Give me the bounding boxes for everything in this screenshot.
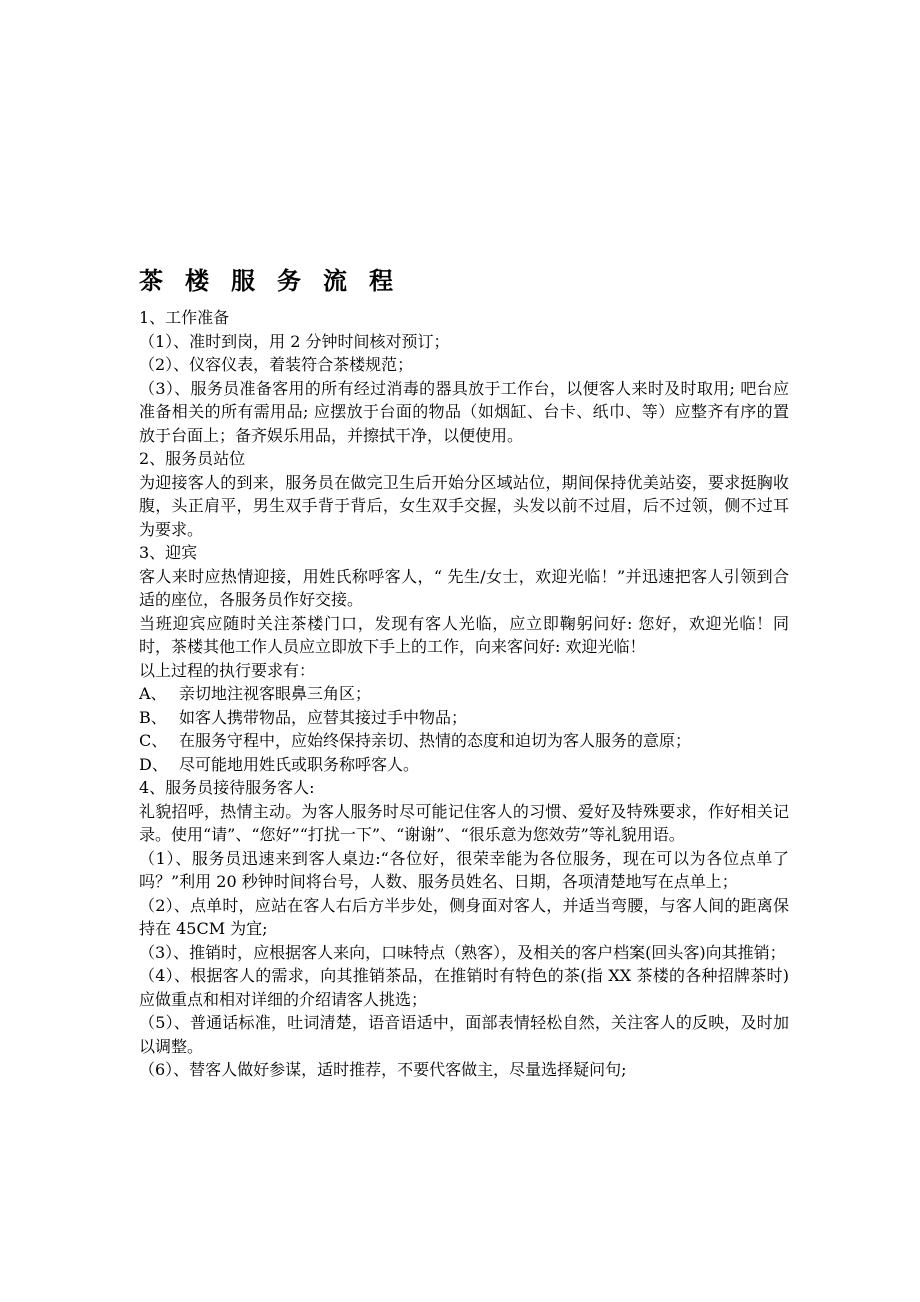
list-item-text: 在服务守程中，应始终保持亲切、热情的态度和迫切为客人服务的意原； [179,731,692,750]
paragraph: 为迎接客人的到来，服务员在做完卫生后开始分区域站位，期间保持优美站姿，要求挺胸收腹，头正肩平，男生双手背于背后，女生双手交握，头发以前不过眉，后不过领，侧不过耳为要求。 [139,472,789,539]
document-title: 茶楼服务流程 [139,266,415,295]
paragraph: 礼貌招呼，热情主动。为客人服务时尽可能记住客人的习惯、爱好及特殊要求，作好相关记录。使用“请”、“您好”“打扰一下”、“谢谢”、“很乐意为您效劳”等礼貌用语。 [139,801,789,844]
document-body [139,306,789,1082]
section-heading-4: 4、服务员接待服务客人: [139,778,315,797]
paragraph: （3）、服务员准备客用的所有经过消毒的器具放于工作台，以便客人来时及时取用; 吧台应准备相关的所有需用品; 应摆放于台面的物品（如烟缸、台卡、纸巾、等）应整齐有序的置放于台面上；备齐娱乐用品，并擦拭干净，以便使用。 [139,378,789,445]
list-marker: A、 [139,684,167,703]
list-item [139,682,789,706]
section-heading-2: 2、服务员站位 [139,449,246,468]
paragraph: （4）、根据客人的需求，向其推销茶品，在推销时有特色的茶(指 XX 茶楼的各种招牌茶时)应做重点和相对详细的介绍请客人挑选； [139,966,789,1009]
paragraph: （6）、替客人做好参谋，适时推荐，不要代客做主，尽量选择疑问句; [139,1060,627,1079]
paragraph: 当班迎宾应随时关注茶楼门口，发现有客人光临，应立即鞠躬问好: 您好，欢迎光临！同时，茶楼其他工作人员应立即放下手上的工作，向来客问好: 欢迎光临！ [139,613,789,656]
list-item [139,729,789,753]
paragraph: （2）、仪容仪表，着装符合茶楼规范； [139,355,414,374]
paragraph: （2）、点单时，应站在客人右后方半步处，侧身面对客人，并适当弯腰，与客人间的距离保持在 45CM 为宜; [139,895,789,938]
list-item-text: 尽可能地用姓氏或职务称呼客人。 [179,754,420,774]
paragraph: （1）、准时到岗，用 2 分钟时间核对预订； [139,331,450,351]
list-marker: C、 [139,731,168,750]
list-item-text: 如客人携带物品，应替其接过手中物品； [179,707,468,727]
section-heading-3: 3、迎宾 [139,543,198,562]
paragraph: （5）、普通话标准，吐词清楚，语音语适中，面部表情轻松自然，关注客人的反映，及时加以调整。 [139,1013,789,1056]
list-item [139,706,789,730]
paragraph: 以上过程的执行要求有： [139,660,316,680]
list-item-text: 亲切地注视客眼鼻三角区； [179,684,372,703]
list-item [139,753,789,777]
list-marker: D、 [139,754,168,774]
paragraph: （1）、服务员迅速来到客人桌边:“各位好，很荣幸能为各位服务，现在可以为各位点单了吗？”利用 20 秒钟时间将台号，人数、服务员姓名、日期，各项清楚地写在点单上； [139,848,789,891]
document-page [139,262,789,1082]
list-marker: B、 [139,707,167,727]
paragraph: （3）、推销时，应根据客人来向，口味特点（熟客），及相关的客户档案(回头客)向其推销； [139,942,786,962]
section-heading-1: 1、工作准备 [139,308,230,327]
paragraph: 客人来时应热情迎接，用姓氏称呼客人，“ 先生/女士，欢迎光临！”并迅速把客人引领到合适的座位，各服务员作好交接。 [139,566,789,609]
